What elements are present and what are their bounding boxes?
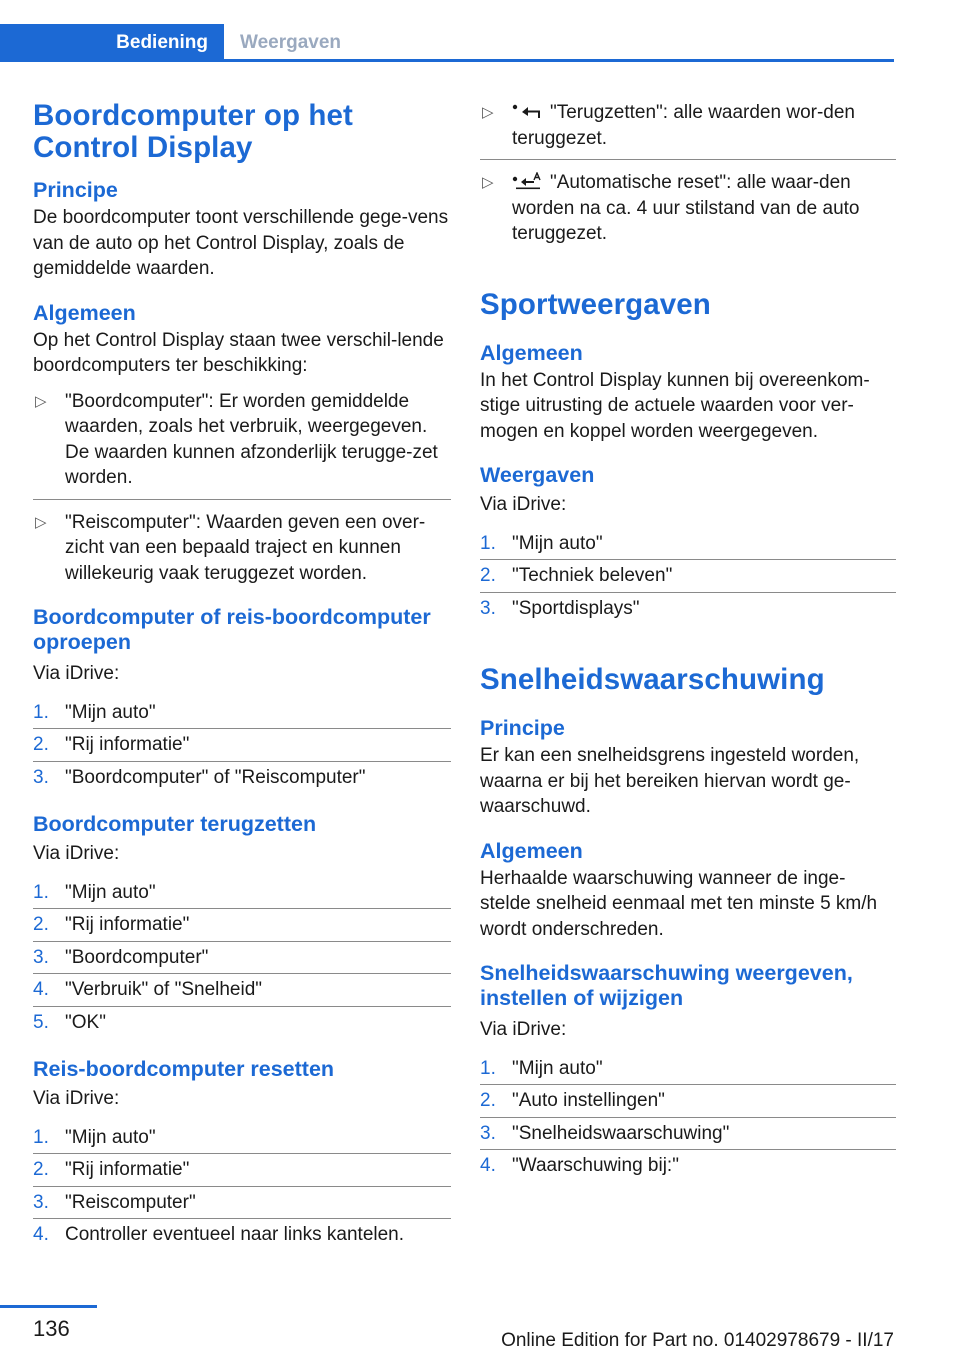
list-item: 2. "Rij informatie"	[33, 908, 451, 941]
sport-algemeen-heading: Algemeen	[480, 340, 583, 365]
step-text: "Verbruik" of "Snelheid"	[65, 979, 263, 1000]
sport-weergaven-block	[480, 463, 896, 624]
step-text: Controller eventueel naar links kantelen.	[65, 1224, 405, 1245]
list-item: 2. "Auto instellingen"	[480, 1084, 896, 1117]
principe-heading: Principe	[33, 178, 118, 202]
snel-principe-block	[480, 716, 896, 820]
step-text: "Reiscomputer"	[65, 1191, 196, 1213]
list-item: 3. "Reiscomputer"	[33, 1186, 451, 1219]
left-column	[33, 100, 451, 1270]
principe-block	[33, 178, 451, 282]
oproepen-intro: Via iDrive:	[33, 663, 120, 684]
terugzetten-block	[33, 812, 451, 1038]
footer-rule	[0, 1305, 97, 1308]
list-item: 3. "Sportdisplays"	[480, 592, 896, 625]
edition-text: Online Edition for Part no. 01402978679 - II/17	[501, 1330, 894, 1351]
sport-weergaven-steps	[480, 528, 896, 625]
step-text: "Rij informatie"	[65, 1159, 190, 1180]
snel-instellen-block	[480, 961, 896, 1182]
resetten-intro: Via iDrive:	[33, 1088, 120, 1109]
step-text: "Rij informatie"	[65, 734, 190, 755]
step-text: "Mijn auto"	[65, 881, 156, 903]
snel-algemeen-text: Herhaalde waarschuwing wanneer de inge-stelde snelheid eenmaal met ten minste 5 km/h wordt onderschreden.	[480, 867, 878, 940]
snel-instellen-heading: Snelheidswaarschuwing weergeven, instellen of wijzigen	[480, 961, 853, 1010]
snel-algemeen-block	[480, 839, 896, 943]
list-item: 3. "Boordcomputer" of "Reiscomputer"	[33, 761, 451, 794]
sport-algemeen-text: In het Control Display kunnen bij overeenkom-stige uitrusting de actuele waarden voor ver-mogen en koppel worden weergegeven.	[480, 369, 870, 442]
step-text: "Techniek beleven"	[512, 565, 673, 586]
list-item: 2. "Techniek beleven"	[480, 559, 896, 592]
right-column	[480, 100, 896, 1201]
algemeen-heading: Algemeen	[33, 300, 136, 325]
oproepen-steps	[33, 697, 451, 794]
sport-weergaven-intro: Via iDrive:	[480, 494, 567, 515]
section-title-snelheidswaarschuwing: Snelheidswaarschuwing	[480, 663, 825, 696]
algemeen-block	[33, 301, 451, 587]
bullet-text: "Terugzetten": alle waarden wor-den teruggezet.	[512, 102, 855, 149]
step-text: "Boordcomputer" of "Reiscomputer"	[65, 766, 366, 788]
terugzetten-intro: Via iDrive:	[33, 843, 120, 864]
header-rule	[0, 59, 894, 62]
bullet-text: "Automatische reset": alle waar-den worden na ca. 4 uur stilstand van de auto teruggezet.	[512, 172, 860, 244]
step-text: "Boordcomputer"	[65, 946, 209, 968]
reset-arrow-icon	[512, 104, 542, 120]
triangle-bullet-icon: ▷	[35, 392, 47, 410]
step-text: "Waarschuwing bij:"	[512, 1155, 679, 1176]
sport-algemeen-block	[480, 341, 896, 445]
list-item: 1. "Mijn auto"	[33, 1126, 156, 1148]
step-text: "Mijn auto"	[65, 701, 156, 723]
terugzetten-heading: Boordcomputer terugzetten	[33, 812, 317, 836]
oproepen-block	[33, 605, 451, 793]
step-text: "OK"	[65, 1011, 106, 1033]
computer-types-list	[33, 389, 451, 587]
list-item	[33, 389, 451, 491]
algemeen-text: Op het Control Display staan twee verschil-lende boordcomputers ter beschikking:	[33, 329, 444, 376]
step-text: "Rij informatie"	[65, 914, 190, 935]
snel-principe-text: Er kan een snelheidsgrens ingesteld worden, waarna er bij het bereiken hiervan wordt ge-waarschuwd.	[480, 745, 860, 817]
list-item: 1. "Mijn auto"	[33, 881, 156, 903]
list-item: 1. "Mijn auto"	[33, 701, 156, 723]
step-text: "Auto instellingen"	[512, 1090, 665, 1111]
list-item: 2. "Rij informatie"	[33, 728, 451, 761]
list-item	[33, 499, 451, 587]
sport-weergaven-heading: Weergaven	[480, 463, 595, 487]
step-text: "Snelheidswaarschuwing"	[512, 1122, 730, 1144]
triangle-bullet-icon: ▷	[482, 174, 494, 191]
terugzetten-steps	[33, 877, 451, 1039]
snel-instellen-steps	[480, 1053, 896, 1182]
reset-options-list	[480, 100, 896, 247]
list-item: 3. "Boordcomputer"	[33, 941, 451, 974]
page-number: 136	[33, 1316, 70, 1341]
list-item	[480, 100, 896, 151]
step-text: "Mijn auto"	[65, 1126, 156, 1148]
bullet-text: "Boordcomputer": Er worden gemiddelde waarden, zoals het verbruik, weergegeven. De waarden kunnen afzonderlijk terugge-zet worden.	[65, 390, 438, 488]
section-title-sportweergaven: Sportweergaven	[480, 287, 711, 321]
snel-instellen-intro: Via iDrive:	[480, 1019, 567, 1040]
bullet-text: "Reiscomputer": Waarden geven een over-zicht van een bepaald traject en kunnen willekeurig vaak teruggezet worden.	[65, 511, 426, 584]
list-item: 1. "Mijn auto"	[480, 1057, 603, 1079]
step-text: "Mijn auto"	[512, 532, 603, 554]
list-item: 2. "Rij informatie"	[33, 1153, 451, 1186]
list-item: 5. "OK"	[33, 1006, 451, 1039]
oproepen-heading: Boordcomputer of reis-boordcomputer oproepen	[33, 605, 431, 654]
triangle-bullet-icon: ▷	[35, 513, 47, 531]
list-item	[480, 159, 896, 247]
snel-principe-heading: Principe	[480, 716, 565, 740]
list-item: 4. Controller eventueel naar links kantelen.	[33, 1218, 451, 1251]
step-text: "Sportdisplays"	[512, 597, 640, 619]
step-text: "Mijn auto"	[512, 1057, 603, 1079]
resetten-heading: Reis-boordcomputer resetten	[33, 1057, 335, 1081]
auto-reset-icon	[512, 172, 542, 190]
list-item: 1. "Mijn auto"	[480, 532, 603, 554]
list-item: 4. "Verbruik" of "Snelheid"	[33, 973, 451, 1006]
tab-weergaven[interactable]: Weergaven	[224, 24, 349, 62]
section-title-boordcomputer: Boordcomputer op het Control Display	[33, 99, 353, 164]
principe-text: De boordcomputer toont verschillende gege-vens van de auto op het Control Display, zoals de gemiddelde waarden.	[33, 207, 449, 279]
list-item: 3. "Snelheidswaarschuwing"	[480, 1117, 896, 1150]
resetten-block	[33, 1057, 451, 1251]
list-item: 4. "Waarschuwing bij:"	[480, 1149, 896, 1182]
snel-algemeen-heading: Algemeen	[480, 838, 583, 863]
tab-bediening[interactable]: Bediening	[0, 24, 224, 62]
resetten-steps	[33, 1122, 451, 1251]
triangle-bullet-icon: ▷	[482, 104, 494, 121]
top-tab-bar	[0, 24, 894, 62]
